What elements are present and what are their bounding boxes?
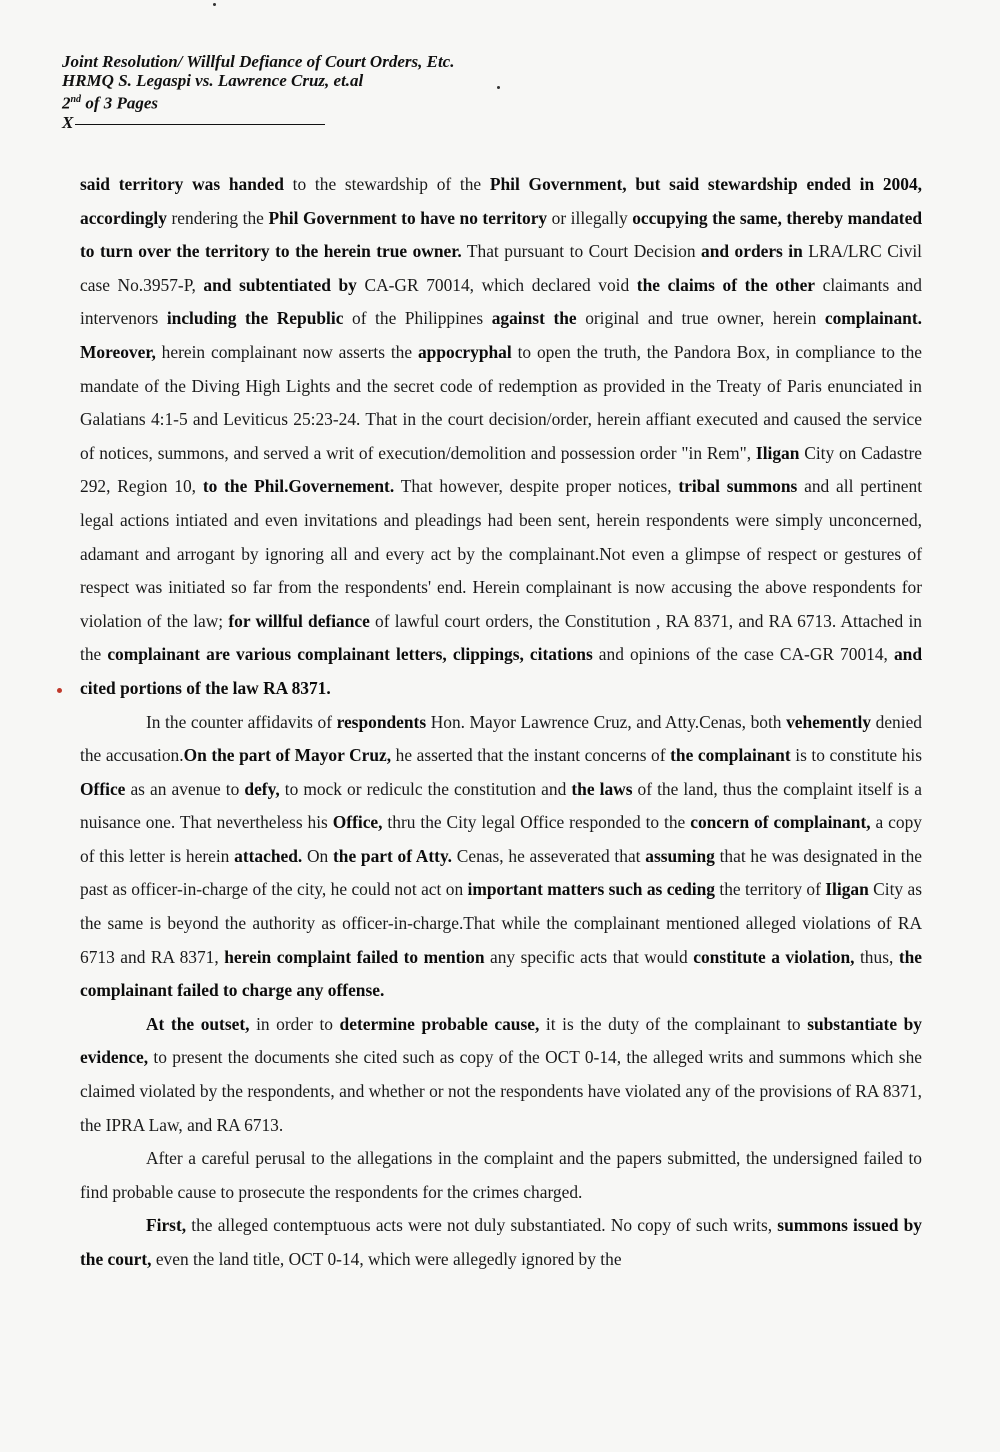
text-run: LRA/LRC Civil case No.3957-P, (80, 241, 922, 295)
bold-text-run: to the Phil.Governement. (202, 476, 395, 497)
bold-text-run: defy, (244, 778, 280, 799)
bold-text-run: Phil Government, but said stewardship ended in 2004, accordingly (80, 174, 922, 228)
text-run: to open the truth, the Pandora Box, in compliance to the mandate of the Diving High Lights and the secret code of redemption as provided in the Treaty of Paris enunciated in Galatians 4:1-5 and Leviticus 25:23-24. That in the court decision/order, herein affiant executed and caused the service of notices, summons, and served a writ of execution/demolition and possession order "in Rem", (80, 341, 922, 463)
bold-text-run: including the Republic (166, 308, 344, 329)
text-run: claimants and intervenors (80, 274, 922, 329)
scan-speck (213, 3, 216, 6)
text-run: he asserted that the instant concerns of (391, 745, 671, 766)
bold-text-run: assuming (645, 845, 715, 866)
text-run: that he was designated in the past as officer-in-charge of the city, he could not act on (80, 845, 922, 900)
bold-text-run: vehemently (786, 711, 872, 732)
text-run: City on Cadastre 292, Region 10, (80, 442, 923, 497)
text-run: of the Philippines (343, 308, 492, 329)
bold-text-run: complainant are various complainant letters, clippings, citations (107, 644, 593, 665)
bold-text-run: concern of complainant, (690, 812, 871, 833)
separator-prefix: X (62, 112, 74, 132)
text-run: in order to (249, 1013, 340, 1034)
bold-text-run: substantiate by evidence, (80, 1013, 922, 1068)
bold-text-run: said territory was handed (80, 174, 284, 194)
bold-text-run: On the part of Mayor Cruz, (183, 745, 392, 766)
bold-text-run: against the (491, 308, 577, 329)
header-page-number: 2nd of 3 Pages (62, 93, 159, 113)
paragraph (80, 1008, 922, 1142)
bold-text-run: determine probable cause, (339, 1013, 540, 1034)
text-run: In the counter affidavits of (146, 711, 337, 732)
scan-speck (497, 86, 500, 89)
bold-text-run: complainant. Moreover, (80, 308, 922, 362)
bold-text-run: tribal summons (678, 476, 798, 497)
text-run: That pursuant to Court Decision (461, 241, 702, 262)
bold-text-run: herein complaint failed to mention (224, 946, 485, 967)
text-run: or illegally (547, 207, 633, 228)
bold-text-run: Phil Government to have no territory (268, 207, 548, 228)
document-body (80, 168, 922, 1277)
text-run: the territory of (715, 879, 826, 900)
text-run: On (302, 845, 333, 866)
bold-text-run: occupying the same, thereby mandated to turn over the territory to the herein true owner. (80, 207, 922, 262)
bold-text-run: Iligan (825, 879, 869, 900)
text-run: Cenas, he asseverated that (452, 845, 646, 866)
ordinal-suffix: nd (70, 94, 82, 105)
text-run: and opinions of the case CA-GR 70014, (592, 644, 894, 665)
text-run: of the land, thus the complaint itself is a nuisance one. That nevertheless his (80, 778, 922, 833)
paragraph (80, 706, 922, 1008)
text-run: CA-GR 70014, which declared void (356, 274, 637, 295)
paragraph (80, 1209, 922, 1276)
bold-text-run: At the outset, (146, 1013, 250, 1034)
bold-text-run: appocryphal (417, 341, 512, 362)
page-header (62, 52, 682, 132)
text-run: City as the same is beyond the authority as officer-in-charge.That while the complainant mentioned alleged violations of RA 6713 and RA 8371, (80, 879, 923, 967)
bold-text-run: Iligan (755, 442, 800, 463)
text-run: to the stewardship of the (283, 174, 490, 194)
paragraph (80, 168, 922, 706)
bold-text-run: and orders in (701, 241, 803, 262)
bold-text-run: and cited portions of the law RA 8371. (80, 644, 923, 698)
bold-text-run: the complainant failed to charge any offense. (80, 946, 922, 1001)
bold-text-run: respondents (336, 711, 427, 732)
ink-mark (57, 688, 62, 693)
header-title: Joint Resolution/ Willful Defiance of Court Orders, Etc. (62, 52, 455, 71)
bold-text-run: for willful defiance (228, 610, 370, 631)
separator-rule (75, 124, 325, 125)
bold-text-run: the complainant (670, 745, 791, 766)
paragraph (80, 1142, 922, 1209)
text-run: it is the duty of the complainant to (539, 1013, 808, 1034)
header-separator (62, 113, 682, 132)
text-run: Hon. Mayor Lawrence Cruz, and Atty.Cenas, both (426, 711, 787, 732)
text-run: thru the City legal Office responded to the (382, 812, 691, 833)
text-run: any specific acts that would (484, 946, 694, 967)
text-run: That however, despite proper notices, (394, 476, 679, 497)
text-run: is to constitute his (790, 745, 922, 766)
bold-text-run: constitute a violation, (693, 946, 855, 967)
bold-text-run: and subtentiated by (203, 274, 357, 295)
text-run: of lawful court orders, the Constitution , RA 8371, and RA 6713. Attached in the (80, 610, 922, 665)
bold-text-run: the laws (571, 778, 633, 799)
bold-text-run: the part of Atty. (332, 845, 453, 866)
text-run: denied the accusation. (80, 711, 922, 766)
bold-text-run: important matters such as ceding (467, 879, 716, 900)
text-run: herein complainant now asserts the (155, 341, 418, 362)
text-run: even the land title, OCT 0-14, which were allegedly ignored by the (151, 1249, 622, 1269)
bold-text-run: the claims of the other (636, 274, 816, 295)
text-run: After a careful perusal to the allegations in the complaint and the papers submitted, the undersigned failed to find probable cause to prosecute the respondents for the crimes charged. (80, 1148, 922, 1202)
text-run: to mock or rediculc the constitution and (279, 778, 572, 799)
bold-text-run: attached. (234, 845, 303, 866)
text-run: thus, (854, 946, 899, 967)
text-run: to present the documents she cited such as copy of the OCT 0-14, the alleged writs and summons which she claimed violated by the respondents, and whether or not the respondents have violated (80, 1047, 922, 1102)
header-case-title: HRMQ S. Legaspi vs. Lawrence Cruz, et.al (62, 71, 364, 90)
bold-text-run: Office, (332, 812, 383, 833)
text-run: as an avenue to (125, 778, 245, 799)
bold-text-run: summons issued by the court, (80, 1215, 922, 1269)
text-run: any of the provisions of RA 8371, the IPRA Law, and RA 6713. (80, 1081, 922, 1135)
bold-text-run: First, (146, 1215, 187, 1236)
bold-text-run: Office (80, 778, 126, 799)
text-run: original and true owner, herein (576, 308, 825, 329)
text-run: rendering the (166, 207, 269, 228)
text-run: and all pertinent legal actions intiated and even invitations and pleadings had been sent, herein respondents were simply unconcerned, adamant and arrogant by ignoring all and every act by the complainant.Not even a glimpse of respect or gestures of respect was initiated so far from the respondents' end. Herein complainant is now accusing the above respondents for violation of the law; (80, 476, 923, 631)
text-run: the alleged contemptuous acts were not duly substantiated. No copy of such writs, (186, 1215, 778, 1236)
text-run: a copy of this letter is herein (80, 812, 922, 866)
